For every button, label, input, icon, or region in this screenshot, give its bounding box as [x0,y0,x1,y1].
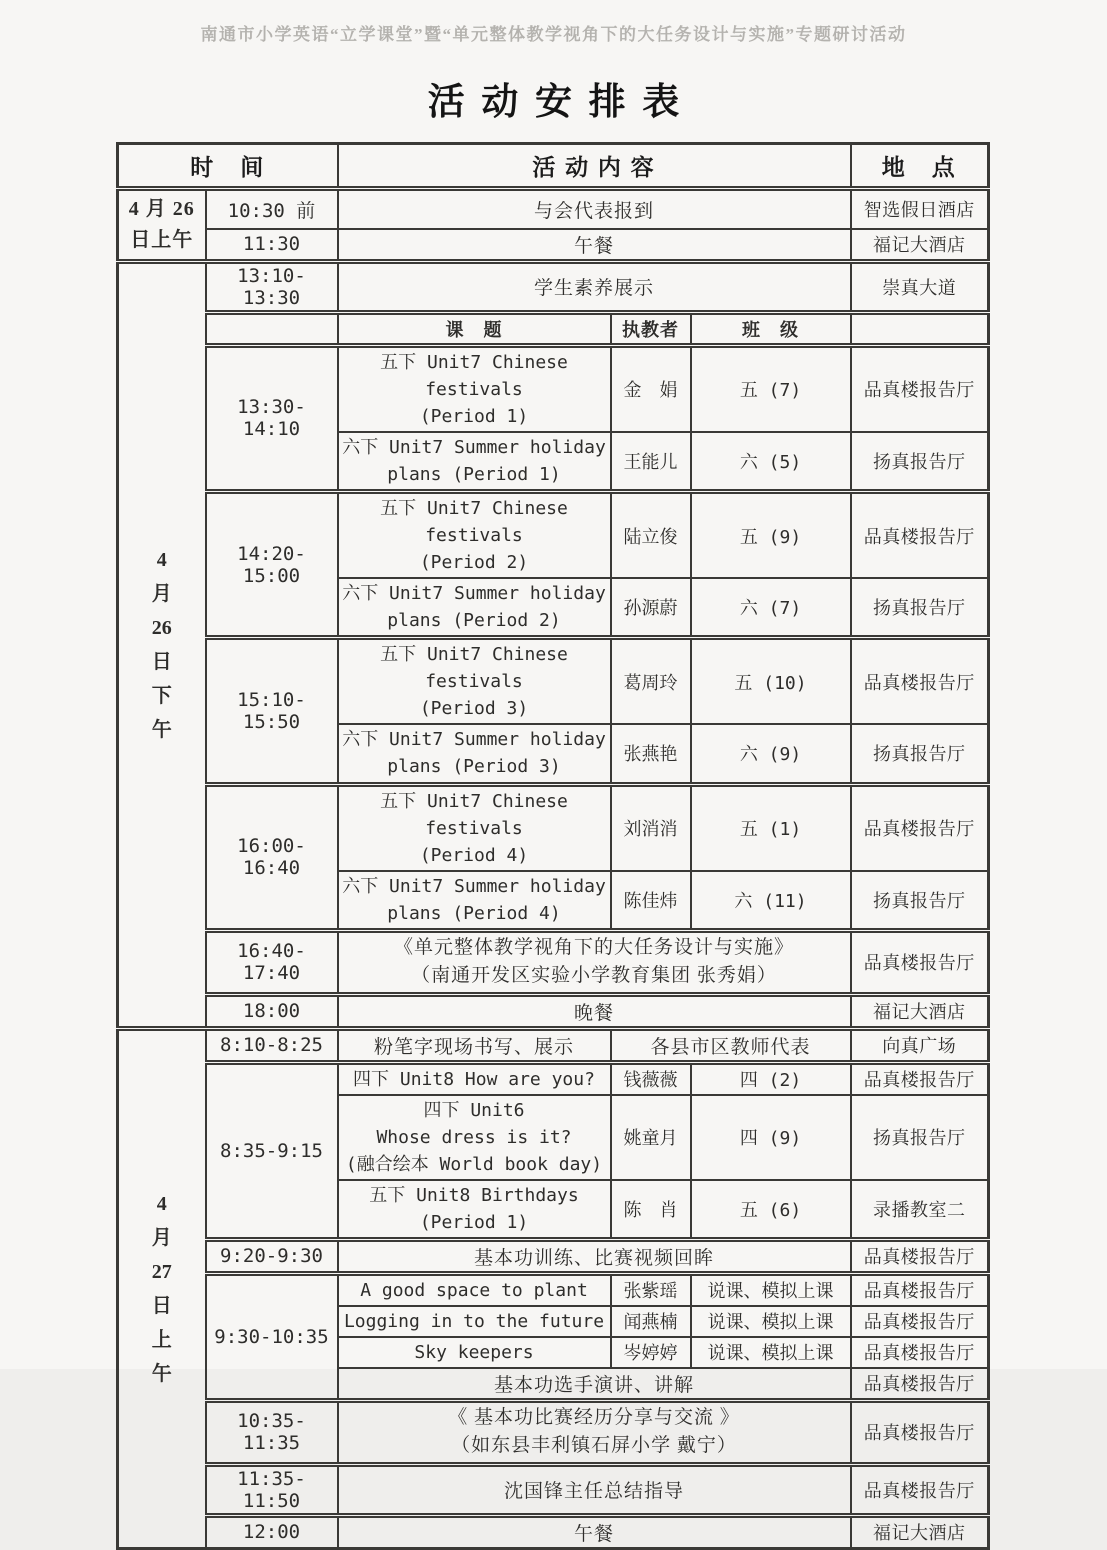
teacher-cell: 张紫瑶 [611,1273,691,1306]
place-cell: 品真楼报告厅 [851,930,989,994]
table-row [118,1515,989,1548]
date-line: 日上午 [130,228,194,251]
date-char: 日 [151,650,172,673]
time-cell: 18:00 [206,994,338,1028]
table-row [118,189,989,229]
time-cell: 15:10-15:50 [206,638,338,785]
table-row [118,345,989,432]
place-cell: 品真楼报告厅 [851,1368,989,1401]
teacher-cell: 陆立俊 [611,492,691,579]
table-row [118,1062,989,1095]
place-cell: 品真楼报告厅 [851,1306,989,1337]
place-cell: 品真楼报告厅 [851,345,989,432]
teacher-cell: 张燕艳 [611,724,691,784]
content-cell: 基本功选手演讲、讲解 [338,1368,851,1401]
table-row [118,1028,989,1062]
class-cell: 五 (1) [691,784,851,871]
class-cell: 五 (9) [691,492,851,579]
date-char: 上 [151,1328,172,1351]
time-cell: 10:35-11:35 [206,1400,338,1464]
time-cell: 9:20-9:30 [206,1239,338,1273]
content-cell: 基本功训练、比赛视频回眸 [338,1239,851,1273]
time-cell: 14:20-15:00 [206,492,338,638]
place-cell-empty [851,312,989,345]
place-cell: 品真楼报告厅 [851,1239,989,1273]
sub-header-topic: 课 题 [338,312,611,345]
teacher-cell: 钱薇薇 [611,1062,691,1095]
table-row [118,492,989,579]
class-cell: 六 (11) [691,871,851,931]
sub-header-teacher: 执教者 [611,312,691,345]
class-cell: 六 (9) [691,724,851,784]
content-cell: 晚餐 [338,994,851,1028]
date-char: 日 [151,1294,172,1317]
place-cell: 品真楼报告厅 [851,492,989,579]
teacher-cell: 刘消消 [611,784,691,871]
col-header-content: 活 动 内 容 [338,144,851,189]
content-cell: 沈国锋主任总结指导 [338,1464,851,1515]
class-cell: 六 (7) [691,578,851,638]
time-cell: 12:00 [206,1515,338,1548]
topic-cell: 六下 Unit7 Summer holiday plans (Period 2) [338,578,611,638]
time-cell: 10:30 前 [206,189,338,229]
date-char: 27 [151,1260,172,1283]
class-cell: 五 (6) [691,1180,851,1240]
topic-cell: 五下 Unit8 Birthdays (Period 1) [338,1180,611,1240]
place-cell: 扬真报告厅 [851,578,989,638]
content-cell: 粉笔字现场书写、展示 [338,1028,611,1062]
table-row [118,994,989,1028]
teacher-cell: 王能儿 [611,432,691,492]
class-cell: 五 (7) [691,345,851,432]
time-cell: 8:10-8:25 [206,1028,338,1062]
topic-cell: 六下 Unit7 Summer holiday plans (Period 3) [338,724,611,784]
time-cell: 16:00-16:40 [206,784,338,930]
date-cell-apr26-pm [118,261,206,1028]
place-cell: 品真楼报告厅 [851,1464,989,1515]
table-row [118,1239,989,1273]
teacher-cell: 葛周玲 [611,638,691,725]
date-char: 4 [156,548,167,571]
content-cell: 《单元整体教学视角下的大任务设计与实施》 （南通开发区实验小学教育集团 张秀娟） [338,930,851,994]
table-row [118,1273,989,1306]
topic-cell: Sky keepers [338,1337,611,1368]
topic-cell: 五下 Unit7 Chinese festivals (Period 3) [338,638,611,725]
teacher-cell: 金 娟 [611,345,691,432]
table-row [118,261,989,312]
place-cell: 福记大酒店 [851,994,989,1028]
table-row [118,930,989,994]
sub-header-class: 班 级 [691,312,851,345]
table-row [118,638,989,725]
teacher-cell: 孙源蔚 [611,578,691,638]
place-cell: 品真楼报告厅 [851,638,989,725]
time-cell: 11:30 [206,229,338,262]
event-title-note: 南通市小学英语“立学课堂”暨“单元整体教学视角下的大任务设计与实施”专题研讨活动 [200,25,907,44]
place-cell: 崇真大道 [851,261,989,312]
table-row [118,784,989,871]
date-char: 4 [156,1192,167,1215]
place-cell: 录播教室二 [851,1180,989,1240]
content-cell: 午餐 [338,1515,851,1548]
place-cell: 品真楼报告厅 [851,1337,989,1368]
content-cell: 与会代表报到 [338,189,851,229]
time-cell: 8:35-9:15 [206,1062,338,1239]
col-header-time: 时 间 [118,144,338,189]
class-cell: 说课、模拟上课 [691,1337,851,1368]
time-cell: 13:10-13:30 [206,261,338,312]
content-cell: 午餐 [338,229,851,262]
table-row [118,229,989,262]
place-cell: 扬真报告厅 [851,724,989,784]
date-char: 26 [151,616,172,639]
place-cell: 品真楼报告厅 [851,1273,989,1306]
place-cell: 智选假日酒店 [851,189,989,229]
place-cell: 福记大酒店 [851,229,989,262]
date-char: 午 [151,1362,172,1385]
table-row [118,1400,989,1464]
class-cell: 说课、模拟上课 [691,1306,851,1337]
content-cell: 《 基本功比赛经历分享与交流 》 （如东县丰利镇石屏小学 戴宁） [338,1400,851,1464]
participants-cell: 各县市区教师代表 [611,1028,851,1062]
time-cell: 11:35-11:50 [206,1464,338,1515]
teacher-cell: 闻燕楠 [611,1306,691,1337]
content-cell: 学生素养展示 [338,261,851,312]
teacher-cell: 陈 肖 [611,1180,691,1240]
time-cell: 9:30-10:35 [206,1273,338,1400]
place-cell: 扬真报告厅 [851,432,989,492]
table-header-row [118,144,989,189]
class-cell: 四 (9) [691,1095,851,1180]
topic-cell: 五下 Unit7 Chinese festivals (Period 2) [338,492,611,579]
place-cell: 品真楼报告厅 [851,1062,989,1095]
class-cell: 说课、模拟上课 [691,1273,851,1306]
topic-cell: 六下 Unit7 Summer holiday plans (Period 1) [338,432,611,492]
date-cell-apr26-am [118,189,206,262]
topic-cell: Logging in to the future [338,1306,611,1337]
topic-cell: 四下 Unit6 Whose dress is it? (融合绘本 World book day) [338,1095,611,1180]
topic-cell: 四下 Unit8 How are you? [338,1062,611,1095]
schedule-table [116,142,990,1550]
class-cell: 四 (2) [691,1062,851,1095]
teacher-cell: 姚童月 [611,1095,691,1180]
topic-cell: 五下 Unit7 Chinese festivals (Period 4) [338,784,611,871]
table-row [118,1464,989,1515]
topic-cell: 五下 Unit7 Chinese festivals (Period 1) [338,345,611,432]
time-cell: 13:30-14:10 [206,345,338,492]
topic-cell: A good space to plant [338,1273,611,1306]
date-line: 4 月 26 [128,197,195,220]
place-cell: 品真楼报告厅 [851,784,989,871]
teacher-cell: 陈佳炜 [611,871,691,931]
place-cell: 福记大酒店 [851,1515,989,1548]
date-cell-apr27-am [118,1028,206,1548]
date-char: 下 [151,684,172,707]
class-cell: 六 (5) [691,432,851,492]
sub-header-row [118,312,989,345]
place-cell: 向真广场 [851,1028,989,1062]
place-cell: 扬真报告厅 [851,1095,989,1180]
place-cell: 扬真报告厅 [851,871,989,931]
date-char: 月 [151,1226,172,1249]
class-cell: 五 (10) [691,638,851,725]
topic-cell: 六下 Unit7 Summer holiday plans (Period 4) [338,871,611,931]
date-char: 月 [151,582,172,605]
teacher-cell: 岑婷婷 [611,1337,691,1368]
col-header-place: 地 点 [851,144,989,189]
time-cell-empty [206,312,338,345]
time-cell: 16:40-17:40 [206,930,338,994]
place-cell: 品真楼报告厅 [851,1400,989,1464]
date-char: 午 [151,718,172,741]
page-title: 活动安排表 [427,82,696,123]
